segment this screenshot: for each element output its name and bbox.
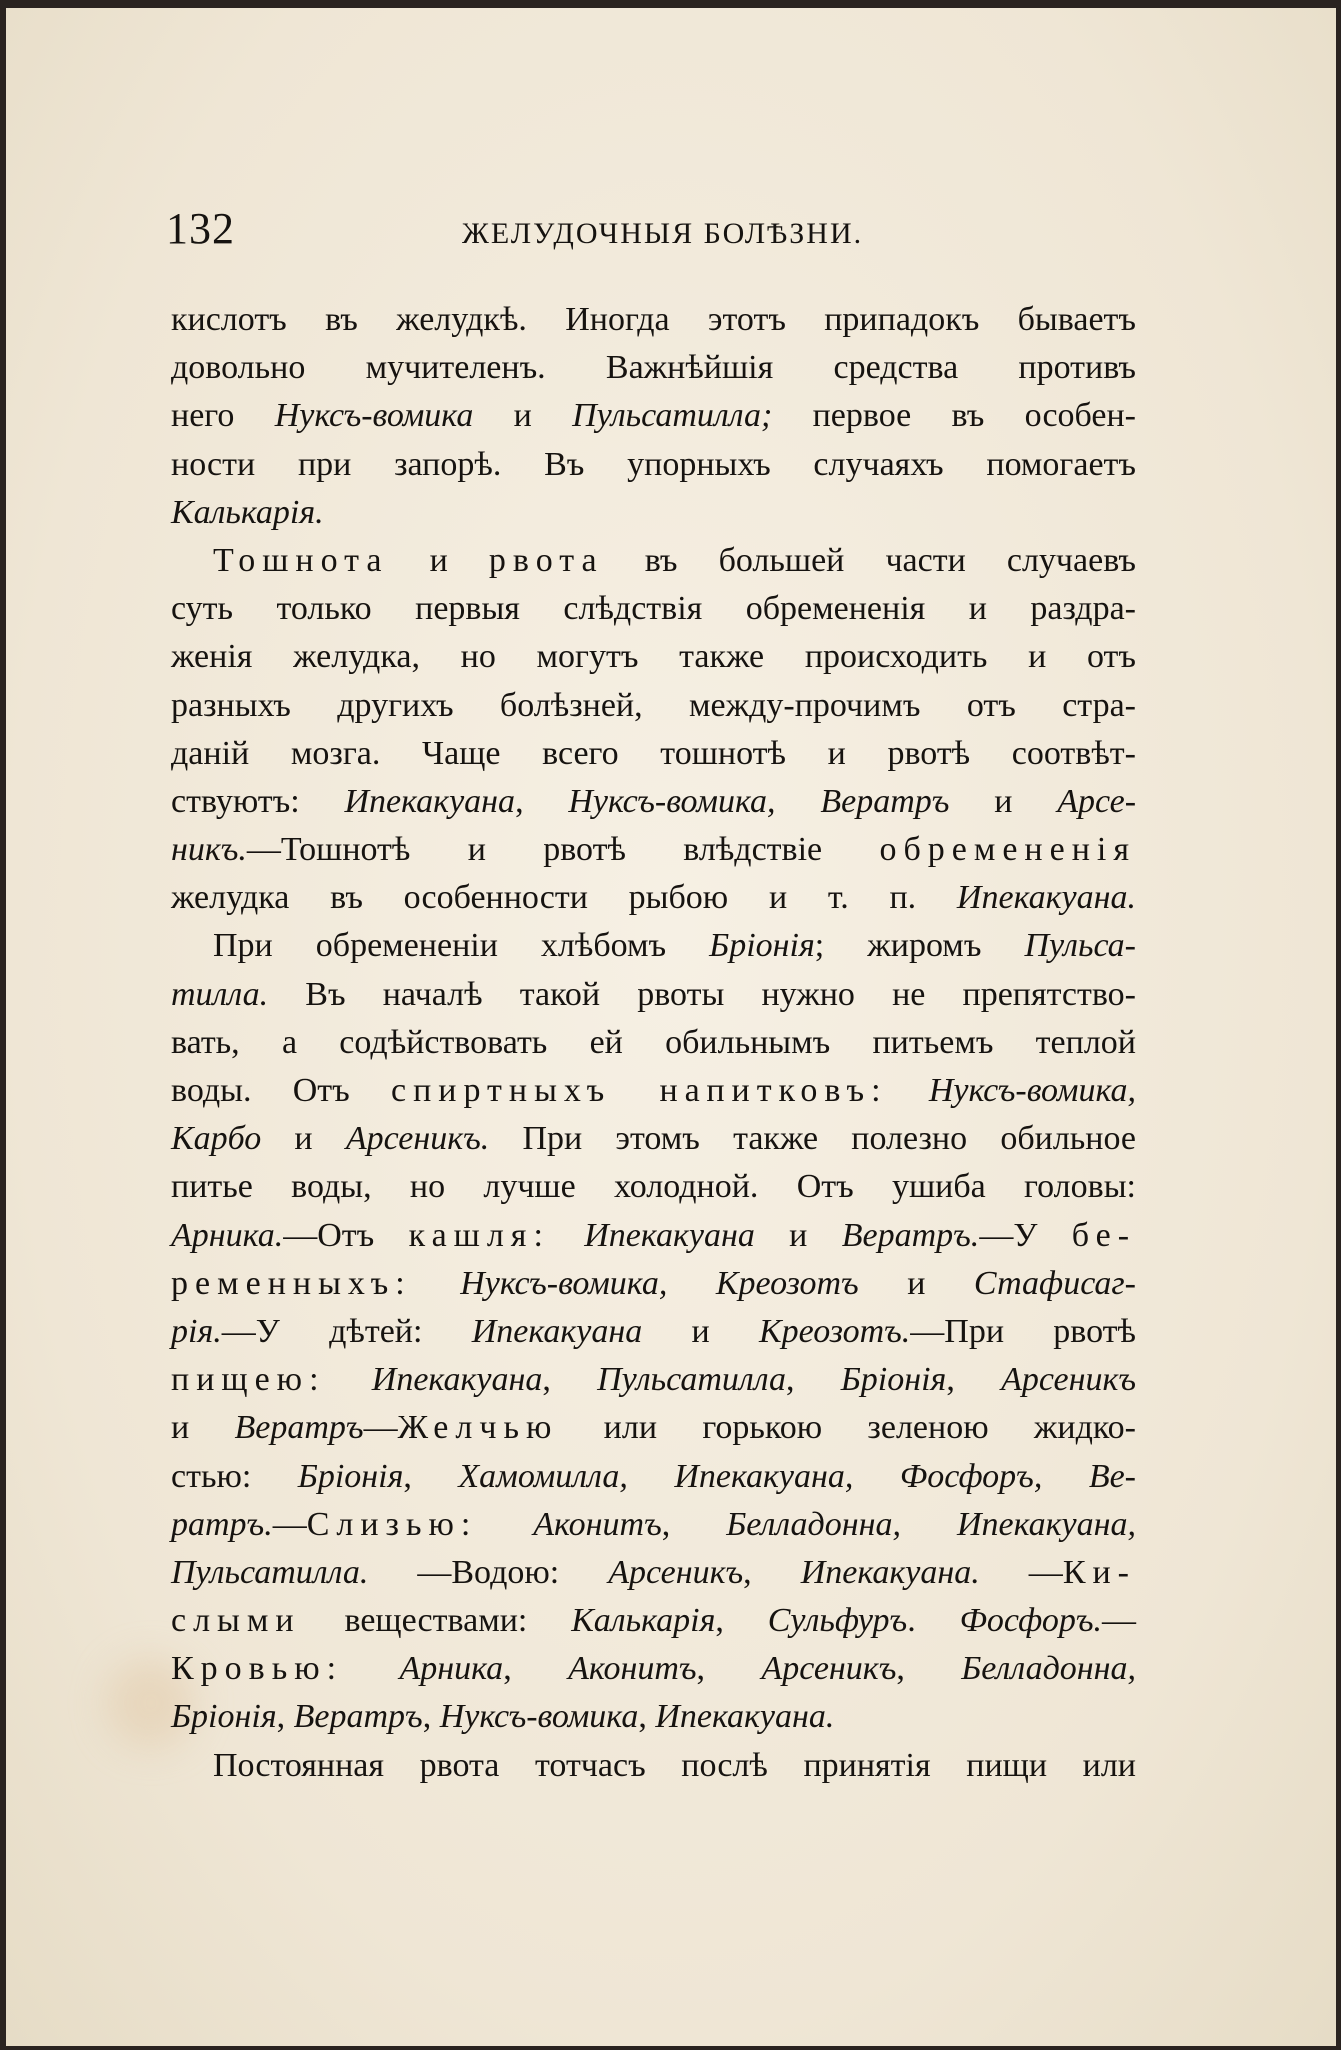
text-line [171, 1115, 1136, 1163]
italic-remedy-name: Фосфоръ. [959, 1602, 1102, 1640]
text-segment: Постоянная рвота тотчасъ послѣ принятія пищи или [213, 1746, 1136, 1784]
text-line [171, 1453, 1136, 1501]
italic-remedy-name: Бріонія [840, 1361, 947, 1399]
italic-remedy-name: Пульса- [1024, 927, 1136, 965]
text-line [171, 489, 1136, 537]
italic-remedy-name: Нуксъ-вомика, [928, 1072, 1136, 1109]
text-line [171, 971, 1136, 1019]
text-segment: — [272, 1505, 307, 1543]
text-segment: , [785, 1361, 841, 1399]
text-segment: и [388, 541, 489, 579]
text-segment [776, 783, 821, 820]
text-segment: и [949, 782, 1058, 820]
text-segment: , [896, 1650, 962, 1688]
text-line [171, 1067, 1136, 1115]
running-head: ЖЕЛУДОЧНЫЯ БОЛѢЗНИ. [462, 217, 864, 250]
text-segment: стью: [171, 1457, 298, 1495]
text-segment: вать, а содѣйствовать ей обильнымъ питьемъ теплой [171, 1023, 1136, 1061]
text-line [171, 1356, 1136, 1404]
text-line [171, 537, 1136, 585]
italic-remedy-name: Вератръ [293, 1698, 423, 1736]
text-line [171, 922, 1136, 970]
text-segment [853, 1458, 899, 1495]
italic-remedy-name: Фосфоръ, [899, 1457, 1043, 1495]
text-segment: , [422, 1698, 440, 1736]
text-segment: , [503, 1650, 569, 1688]
text-segment [326, 1361, 372, 1398]
text-segment: даній мозга. Чаще всего тошнотѣ и рвотѣ соотвѣт- [171, 734, 1136, 772]
text-segment: , [638, 1698, 656, 1736]
text-segment: воды. Отъ [171, 1072, 391, 1109]
spaced-emphasis: рвота [488, 541, 604, 579]
text-segment: Въ началѣ такой рвоты нужно не препятство- [268, 975, 1136, 1013]
italic-remedy-name: Арсеникъ. [345, 1120, 490, 1158]
italic-remedy-name: Ипекакуана [584, 1216, 755, 1254]
italic-remedy-name: Нуксъ-вомика, [568, 782, 776, 820]
text-segment: ствуютъ: [171, 782, 345, 820]
italic-remedy-name: Бріонія [297, 1457, 404, 1495]
italic-remedy-name: Нуксъ-вомика, [460, 1264, 668, 1302]
text-segment: разныхъ другихъ болѣзней, между-прочимъ отъ стра- [171, 686, 1136, 724]
italic-remedy-name: Нуксъ-вомика [274, 397, 474, 435]
text-line [171, 1163, 1136, 1211]
text-segment [628, 1458, 674, 1495]
italic-remedy-name: Нуксъ-вомика [439, 1698, 639, 1736]
text-segment: кислотъ въ желудкѣ. Иногда этотъ припадокъ бываетъ [171, 301, 1136, 338]
italic-remedy-name: Калькарія. [171, 493, 324, 531]
italic-remedy-name: Ипекакуана. [956, 879, 1136, 917]
text-segment: При этомъ также полезно обильное [489, 1120, 1137, 1158]
text-line [171, 1019, 1136, 1067]
text-segment: желудка въ особенности рыбою и т. п. [171, 879, 957, 917]
text-segment [477, 1506, 533, 1543]
text-segment: —Отъ [283, 1216, 409, 1254]
text-segment: , [696, 1650, 762, 1688]
text-segment [667, 1265, 716, 1302]
text-segment: — [979, 1553, 1063, 1591]
italic-remedy-name: Бріонія [171, 1698, 277, 1736]
text-line [171, 1693, 1136, 1741]
text-segment: и [171, 1409, 235, 1447]
text-segment: суть только первыя слѣдствія обремененія и раздра- [171, 590, 1136, 628]
page-header [166, 203, 1126, 263]
text-segment: , [661, 1505, 727, 1543]
italic-remedy-name: Креозотъ [715, 1264, 859, 1302]
text-segment: , [946, 1361, 1002, 1399]
italic-remedy-name: Вератръ [820, 782, 950, 820]
spaced-emphasis: ременныхъ: [171, 1264, 412, 1302]
italic-remedy-name: Стафисаг- [973, 1264, 1136, 1302]
spaced-emphasis: Слизью: [306, 1505, 478, 1543]
text-line [171, 730, 1136, 778]
text-segment: или горькою зеленою жидко- [558, 1409, 1136, 1447]
text-line [171, 296, 1136, 344]
spaced-emphasis: слыми [171, 1602, 301, 1640]
text-segment: , [403, 1457, 459, 1495]
text-line [171, 874, 1136, 922]
text-segment: . [907, 1602, 960, 1640]
italic-remedy-name: Пульсатилла. [171, 1553, 369, 1591]
text-segment: —У дѣтей: [221, 1312, 472, 1350]
text-segment: , [542, 1361, 598, 1399]
text-segment: первое въ особен- [772, 397, 1136, 435]
spaced-emphasis: Ки- [1062, 1553, 1137, 1591]
italic-remedy-name: Ипекакуана [344, 782, 516, 820]
text-segment: — [363, 1409, 398, 1447]
text-line [171, 1645, 1136, 1693]
text-segment: питье воды, но лучше холодной. Отъ ушиба головы: [171, 1168, 1136, 1206]
text-segment: ности при запорѣ. Въ упорныхъ случаяхъ помогаетъ [171, 445, 1136, 483]
italic-remedy-name: Арника. [171, 1216, 284, 1254]
text-segment [550, 1217, 584, 1254]
spaced-emphasis: кашля: [408, 1216, 550, 1254]
spaced-emphasis: бе- [1071, 1216, 1137, 1254]
spaced-emphasis: Кровью: [171, 1650, 344, 1688]
body-text [171, 296, 1136, 1790]
text-line [171, 1549, 1136, 1597]
text-line [171, 1404, 1136, 1452]
italic-remedy-name: Креозотъ. [758, 1312, 911, 1350]
italic-remedy-name: Аконитъ [568, 1650, 697, 1688]
text-line [171, 344, 1136, 392]
text-line [171, 778, 1136, 826]
text-segment: и [754, 1216, 842, 1254]
text-segment: веществами: [300, 1602, 572, 1640]
text-segment: женія желудка, но могутъ также происходить и отъ [171, 638, 1136, 676]
italic-remedy-name: никъ. [171, 831, 247, 869]
text-segment [901, 1506, 957, 1543]
book-page [6, 8, 1336, 2046]
text-segment: —При рвотѣ [910, 1312, 1136, 1350]
italic-remedy-name: Арсеникъ [1001, 1361, 1136, 1399]
text-line [171, 682, 1136, 730]
text-segment: , [276, 1698, 294, 1736]
page-number: 132 [166, 204, 235, 253]
italic-remedy-name: Белладонна, [726, 1505, 901, 1543]
spaced-emphasis: Желчью [397, 1409, 559, 1447]
italic-remedy-name: Белладонна, [961, 1650, 1137, 1688]
text-segment [1042, 1458, 1088, 1495]
text-segment: —У [979, 1216, 1072, 1254]
italic-remedy-name: Пульсатилла [597, 1361, 786, 1399]
text-line [171, 1212, 1136, 1260]
italic-remedy-name: Ипекакуана. [655, 1698, 835, 1736]
text-line [171, 1742, 1136, 1790]
text-segment: него [171, 397, 275, 435]
italic-remedy-name: Ипекакуана [471, 1312, 643, 1350]
text-segment: —Тошнотѣ и рвотѣ влѣдствіе [246, 831, 880, 869]
italic-remedy-name: Ипекакуана, [674, 1457, 854, 1495]
italic-remedy-name: рія. [171, 1312, 222, 1350]
italic-remedy-name: Карбо [171, 1120, 262, 1158]
italic-remedy-name: Арника [399, 1650, 504, 1688]
text-segment: и [261, 1120, 346, 1158]
text-line [171, 585, 1136, 633]
italic-remedy-name: Ве- [1088, 1457, 1136, 1495]
text-segment: , [715, 1602, 768, 1640]
text-line [171, 1597, 1136, 1645]
text-segment [888, 1072, 929, 1109]
spaced-emphasis: Тошнота [213, 541, 389, 579]
text-segment: —Водою: [368, 1553, 609, 1591]
text-segment [343, 1650, 399, 1687]
text-line [171, 1501, 1136, 1549]
text-segment [412, 1265, 461, 1302]
text-segment: и [473, 397, 573, 435]
text-segment: — [1102, 1602, 1136, 1640]
italic-remedy-name: Калькарія [571, 1602, 716, 1640]
italic-remedy-name: Ипекакуана [371, 1361, 543, 1399]
italic-remedy-name: ратръ. [171, 1505, 273, 1543]
text-line [171, 441, 1136, 489]
italic-remedy-name: Вератръ [234, 1409, 364, 1447]
italic-remedy-name: Вератръ. [841, 1216, 980, 1254]
italic-remedy-name: Арсеникъ [761, 1650, 897, 1688]
italic-remedy-name: Арсеникъ [608, 1553, 744, 1591]
spaced-emphasis: обремененія [879, 831, 1136, 869]
italic-remedy-name: тилла. [171, 975, 269, 1013]
italic-remedy-name: Хамомилла, [458, 1457, 628, 1495]
text-line [171, 1308, 1136, 1356]
italic-remedy-name: Ипекакуана, [956, 1505, 1137, 1543]
italic-remedy-name: Арсе- [1057, 782, 1137, 820]
text-segment: ; жиромъ [814, 927, 1025, 965]
spaced-emphasis: пищею: [171, 1361, 326, 1399]
text-line [171, 1260, 1136, 1308]
text-segment: въ большей части случаевъ [603, 541, 1136, 579]
text-segment: , [515, 782, 569, 820]
text-segment: и [642, 1312, 759, 1350]
text-segment: При обремененіи хлѣбомъ [213, 927, 710, 965]
text-segment: довольно мучителенъ. Важнѣйшія средства противъ [171, 349, 1136, 387]
italic-remedy-name: Пульсатилла; [572, 397, 773, 435]
italic-remedy-name: Бріонія [709, 927, 815, 965]
text-segment: , [743, 1553, 801, 1591]
text-line [171, 633, 1136, 681]
text-segment: и [858, 1264, 974, 1302]
text-line [171, 392, 1136, 440]
text-line [171, 826, 1136, 874]
italic-remedy-name: Аконитъ [533, 1505, 662, 1543]
spaced-emphasis: спиртныхъ напитковъ: [391, 1072, 888, 1109]
italic-remedy-name: Сульфуръ [767, 1602, 908, 1640]
italic-remedy-name: Ипекакуана. [800, 1553, 980, 1591]
